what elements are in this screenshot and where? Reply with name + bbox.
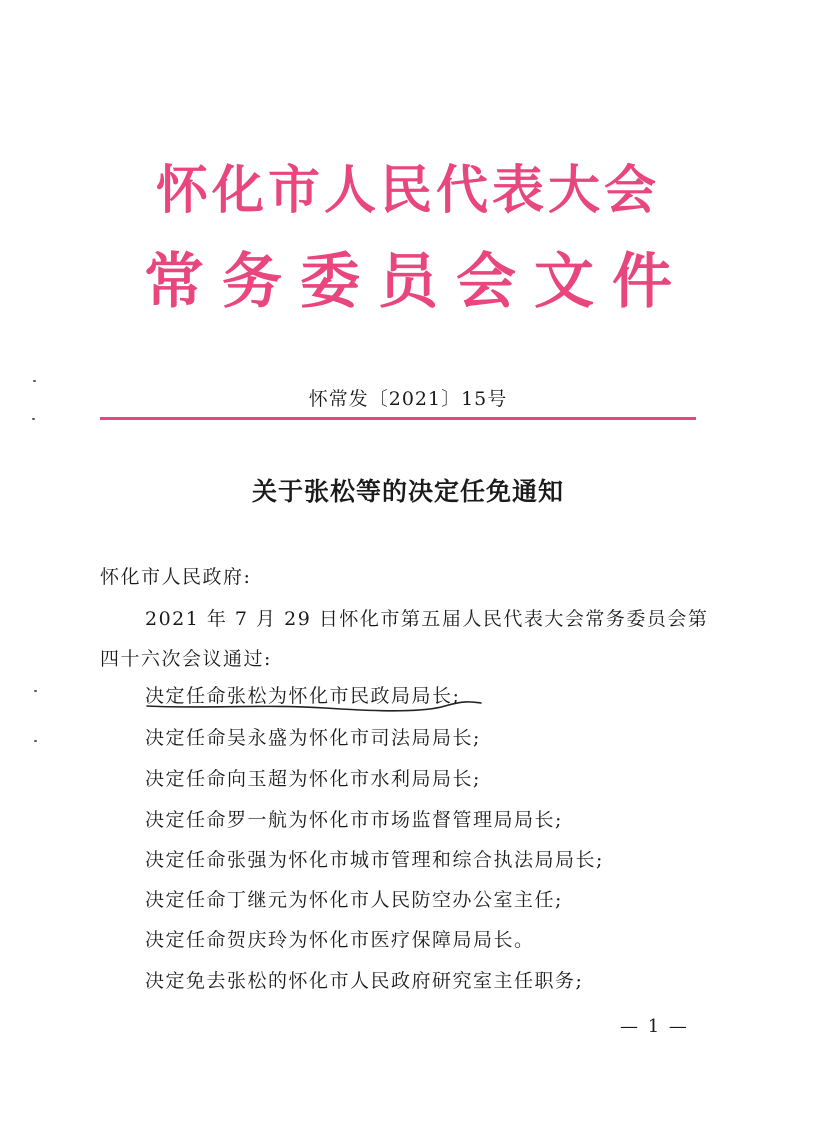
list-item: 决定任命罗一航为怀化市市场监督管理局局长; — [145, 809, 563, 831]
list-item: 决定任命张强为怀化市城市管理和综合执法局局长; — [145, 849, 604, 871]
list-item: 决定任命贺庆玲为怀化市医疗保障局局长。 — [145, 929, 535, 951]
intro-line-1: 2021 年 7 月 29 日怀化市第五届人民代表大会常务委员会第 — [145, 608, 709, 630]
list-item: 决定任命吴永盛为怀化市司法局局长; — [145, 727, 481, 749]
scan-speck — [32, 418, 35, 420]
salutation: 怀化市人民政府: — [100, 566, 252, 588]
document-number: 怀常发〔2021〕15号 — [308, 388, 508, 410]
list-item: 决定任命向玉超为怀化市水利局局长; — [145, 768, 481, 790]
list-item: 决定免去张松的怀化市人民政府研究室主任职务; — [145, 970, 584, 992]
page-number: — 1 — — [620, 1016, 689, 1037]
list-item: 决定任命张松为怀化市民政局局长; — [145, 685, 461, 707]
red-separator-line — [100, 417, 696, 420]
header-line-2: 常务委员会文件 — [144, 247, 690, 317]
header-line-1: 怀化市人民代表大会 — [155, 161, 660, 221]
scan-speck — [33, 380, 36, 382]
document-title: 关于张松等的决定任免通知 — [251, 477, 564, 506]
scan-speck — [34, 690, 37, 692]
handwritten-underline — [145, 700, 485, 716]
intro-line-2: 四十六次会议通过: — [100, 648, 272, 670]
list-item: 决定任命丁继元为怀化市人民防空办公室主任; — [145, 889, 563, 911]
scan-speck — [34, 740, 37, 742]
